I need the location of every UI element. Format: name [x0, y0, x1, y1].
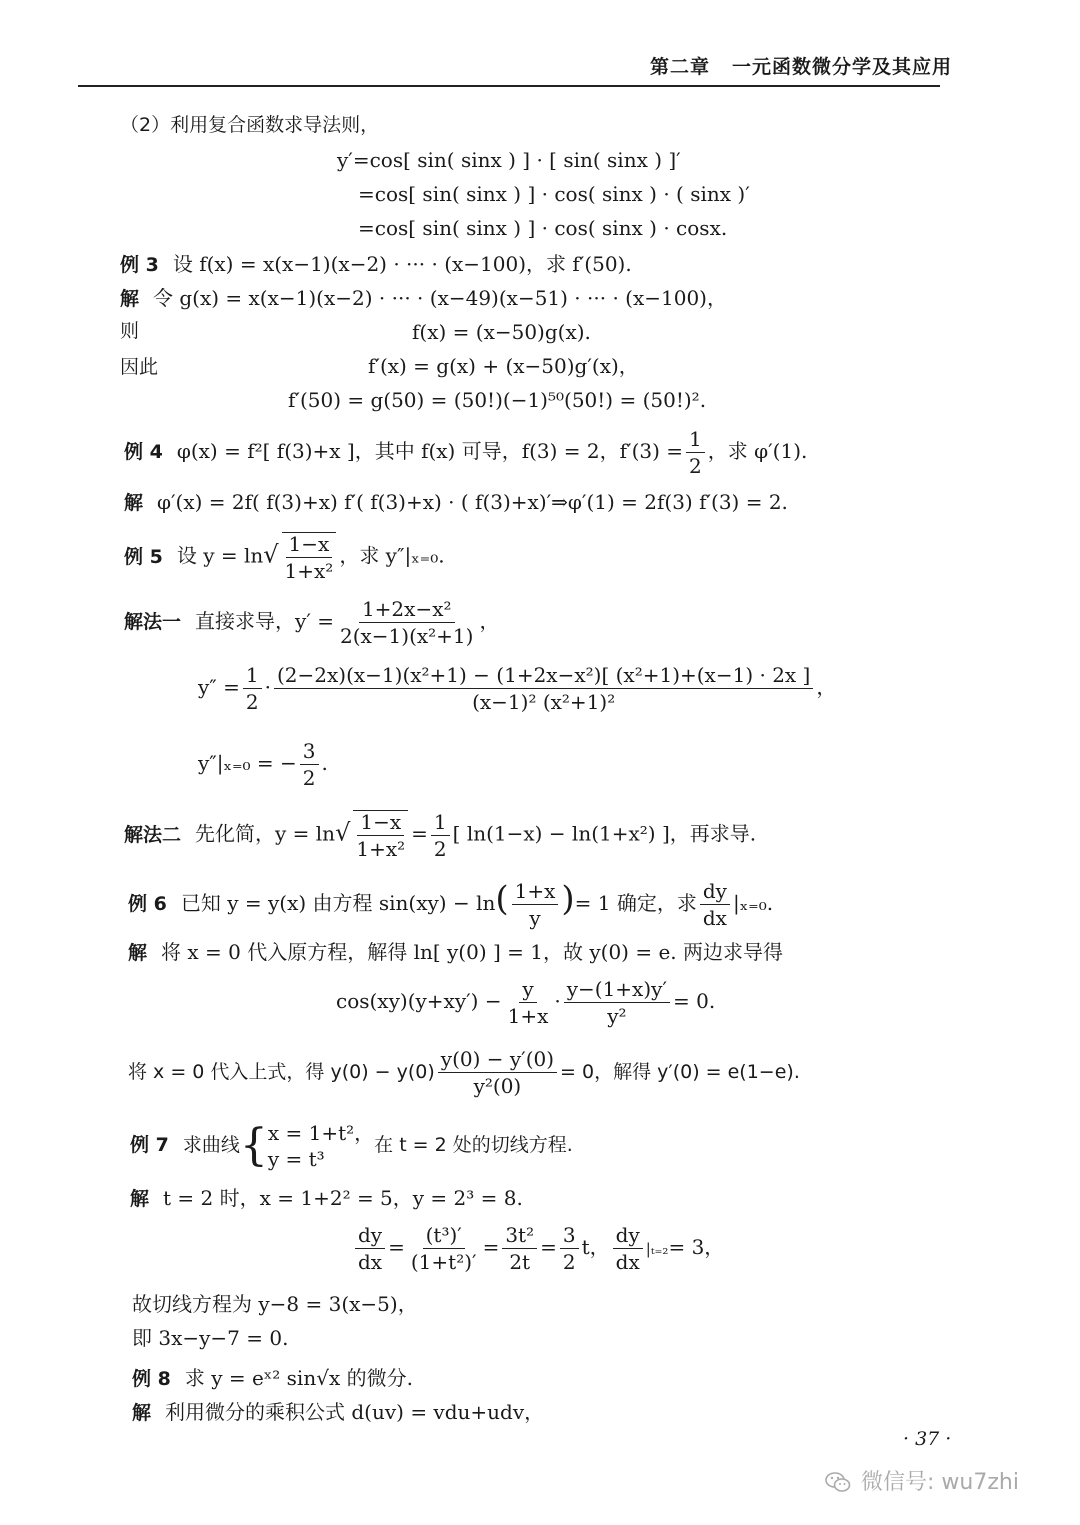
denominator: (x−1)² (x²+1)²	[472, 690, 616, 714]
solution-text: t = 2 时，x = 1+2² = 5，y = 2³ = 8.	[163, 1186, 523, 1210]
fraction	[564, 978, 670, 1027]
punctuation: ，	[479, 609, 500, 633]
equation-text: = 0.	[672, 989, 716, 1013]
numerator: dy	[355, 1224, 385, 1249]
denominator: y²(0)	[473, 1074, 522, 1098]
denominator: y²	[607, 1004, 627, 1028]
example-text: ，求 y″|ₓ₌₀.	[339, 543, 445, 568]
example-text: 求曲线	[182, 1134, 240, 1156]
left-brace: {	[239, 1120, 268, 1171]
example-text: = 1 确定，求	[574, 891, 697, 915]
denominator: 2	[562, 1250, 576, 1274]
chapter-label: 第二章	[650, 56, 711, 78]
denominator: 1+x²	[284, 559, 334, 583]
method-2	[124, 810, 756, 860]
example-text: 在 t = 2 处的切线方程.	[374, 1134, 573, 1156]
numerator: 1	[243, 664, 262, 689]
solution-text: = 0，解得 y′(0) = e(1−e).	[560, 1061, 800, 1083]
fraction	[502, 1224, 537, 1273]
example-4	[124, 428, 807, 477]
example-text: 设 y = ln	[176, 543, 264, 568]
connective-ze: 则	[120, 320, 140, 342]
solution-text: 将 x = 0 代入原方程，解得 ln[ y(0) ] = 1，故 y(0) = e. 两边求导得	[161, 940, 783, 964]
example-label: 例 5	[124, 545, 163, 568]
denominator: 2	[433, 836, 447, 861]
fraction	[512, 880, 559, 929]
equation-y2	[198, 664, 836, 713]
example-label: 例 4	[124, 441, 163, 463]
operator: =	[482, 1235, 500, 1259]
page-number: · 37 ·	[903, 1428, 952, 1450]
equation-y3	[198, 740, 328, 789]
solution-label: 解	[128, 942, 148, 964]
header-rule	[78, 85, 940, 87]
equation: =cos[ sin( sinx ) ] · cos( sinx ) · cosx.	[358, 216, 728, 240]
connective-yinci: 因此	[120, 356, 159, 378]
operator: =	[411, 821, 428, 846]
example-7	[130, 1118, 573, 1173]
evaluation-bar: |ₜ₌₂	[645, 1240, 669, 1258]
system-of-equations	[268, 1120, 374, 1172]
numerator: (2−2x)(x−1)(x²+1) − (1+2x−x²)[ (x²+1)+(x−1) · 2x ]	[274, 664, 813, 689]
numerator: 1+2x−x²	[359, 598, 455, 623]
solution-text: 将 x = 0 代入上式，得 y(0) − y(0)	[128, 1061, 435, 1083]
denominator: 2t	[509, 1250, 531, 1274]
numerator: 1−x	[286, 533, 333, 558]
fraction	[282, 532, 337, 582]
solution-label: 解	[120, 288, 140, 310]
numerator: y(0) − y′(0)	[438, 1048, 557, 1073]
fraction	[408, 1224, 480, 1273]
equation: y′=cos[ sin( sinx ) ] · [ sin( sinx ) ]′	[337, 148, 681, 172]
chapter-title: 一元函数微分学及其应用	[732, 56, 953, 78]
solution-3	[120, 286, 727, 312]
denominator: y	[529, 906, 541, 930]
denominator: (1+t²)′	[410, 1250, 477, 1274]
numerator: y	[519, 978, 536, 1003]
operator: =	[540, 1235, 557, 1259]
numerator: dy	[613, 1224, 643, 1249]
equation-text: = 3，	[668, 1235, 725, 1259]
example-text: φ(x) = f²[ f(3)+x ]，其中 f(x) 可导，f(3) = 2，f′(3) =	[176, 439, 684, 463]
fraction	[243, 664, 262, 713]
example-text: |ₓ₌₀.	[732, 891, 774, 915]
method-text: 先化简，y = ln	[195, 821, 336, 846]
method-1	[124, 598, 499, 647]
fraction	[505, 978, 552, 1027]
solution-7	[130, 1186, 523, 1212]
solution-4	[124, 490, 788, 516]
numerator: (t³)′	[423, 1224, 465, 1249]
method-label: 解法二	[124, 823, 182, 846]
numerator: 3	[300, 740, 319, 765]
example-label: 例 3	[120, 254, 159, 276]
equation: f(x) = (x−50)g(x).	[412, 320, 591, 344]
denominator: 2	[245, 690, 259, 714]
running-header	[650, 52, 952, 79]
derivative-equation	[352, 1224, 724, 1273]
denominator: 2	[689, 454, 702, 478]
watermark	[825, 1465, 1019, 1496]
equation-text: y″ =	[198, 675, 240, 699]
punctuation: ，	[816, 675, 837, 699]
numerator: 1	[686, 428, 705, 453]
denominator: dx	[615, 1250, 640, 1274]
method-label: 解法一	[124, 611, 182, 633]
operator: ·	[554, 989, 561, 1013]
numerator: 1+x	[512, 880, 559, 905]
fraction	[613, 1224, 643, 1273]
solution-text: φ′(x) = 2f( f(3)+x) f′( f(3)+x) · ( f(3)+x)′⇒φ′(1) = 2f(3) f′(3) = 2.	[157, 490, 788, 514]
numerator: dy	[700, 880, 730, 905]
example-text: ，求 φ′(1).	[707, 439, 808, 463]
equation-6	[336, 978, 715, 1027]
example-text: 已知 y = y(x) 由方程 sin(xy) − ln	[180, 891, 496, 915]
denominator: 1+x²	[356, 837, 406, 861]
solution-text: 令 g(x) = x(x−1)(x−2) · ··· · (x−49)(x−51) · ··· · (x−100)，	[153, 286, 727, 310]
numerator: 3	[560, 1224, 579, 1249]
text-line: 故切线方程为 y−8 = 3(x−5)，	[132, 1292, 418, 1316]
example-text: 求 y = eˣ² sin√x 的微分.	[184, 1366, 413, 1390]
text-line: 即 3x−y−7 = 0.	[132, 1326, 289, 1350]
denominator: dx	[702, 906, 727, 930]
denominator: 2	[302, 766, 316, 790]
example-5	[124, 532, 445, 582]
radical-sign: √	[263, 540, 279, 569]
fraction	[438, 1048, 557, 1097]
numerator: 1	[431, 811, 450, 836]
example-6	[128, 878, 773, 929]
example-3	[120, 252, 632, 278]
equation-text: t，	[581, 1235, 610, 1259]
method-text: 直接求导，y′ =	[195, 609, 334, 633]
denominator: 1+x	[507, 1004, 549, 1028]
radical-sign: √	[335, 818, 351, 847]
example-label: 例 6	[128, 893, 167, 915]
wechat-icon	[825, 1471, 851, 1493]
numerator: 1−x	[357, 811, 404, 836]
watermark-text: 微信号: wu7zhi	[861, 1470, 1019, 1495]
example-label: 例 7	[130, 1134, 169, 1156]
numerator: y−(1+x)y′	[564, 978, 670, 1003]
equation-text: y″|ₓ₌₀ = −	[198, 751, 297, 775]
fraction	[355, 1224, 385, 1273]
fraction	[700, 880, 730, 929]
equation-text: cos(xy)(y+xy′) −	[336, 989, 502, 1013]
solution-label: 解	[130, 1188, 150, 1210]
solution-text: 利用微分的乘积公式 d(uv) = vdu+udv，	[165, 1400, 545, 1424]
equation: f′(50) = g(50) = (50!)(−1)⁵⁰(50!) = (50!)².	[288, 388, 707, 412]
equation: =cos[ sin( sinx ) ] · cos( sinx ) · ( sinx )′	[358, 182, 750, 206]
operator: ·	[264, 675, 271, 699]
fraction	[300, 740, 319, 789]
left-paren: (	[495, 879, 509, 919]
solution-label: 解	[132, 1402, 152, 1424]
system-row: y = t³	[267, 1146, 325, 1171]
denominator: dx	[358, 1250, 383, 1274]
system-row: x = 1+t²，	[267, 1120, 375, 1145]
numerator: 3t²	[502, 1224, 537, 1249]
example-label: 例 8	[132, 1368, 171, 1390]
solution-6	[128, 940, 783, 966]
solution-label: 解	[124, 492, 144, 514]
solution-6-continued	[128, 1048, 800, 1097]
fraction	[274, 664, 813, 713]
punctuation: .	[321, 751, 328, 775]
fraction	[560, 1224, 579, 1273]
denominator: 2(x−1)(x²+1)	[339, 624, 474, 648]
fraction	[431, 811, 450, 860]
example-text: 设 f(x) = x(x−1)(x−2) · ··· · (x−100)，求 f′(50).	[172, 252, 632, 276]
solution-8	[132, 1400, 544, 1426]
example-8	[132, 1366, 413, 1392]
text-line: （2）利用复合函数求导法则，	[120, 114, 380, 136]
fraction	[353, 810, 408, 860]
fraction	[686, 428, 705, 477]
method-text: [ ln(1−x) − ln(1+x²) ]，再求导.	[452, 821, 757, 846]
equation: f′(x) = g(x) + (x−50)g′(x)，	[368, 354, 639, 378]
right-paren: )	[561, 879, 575, 919]
fraction	[337, 598, 476, 647]
operator: =	[388, 1235, 405, 1259]
